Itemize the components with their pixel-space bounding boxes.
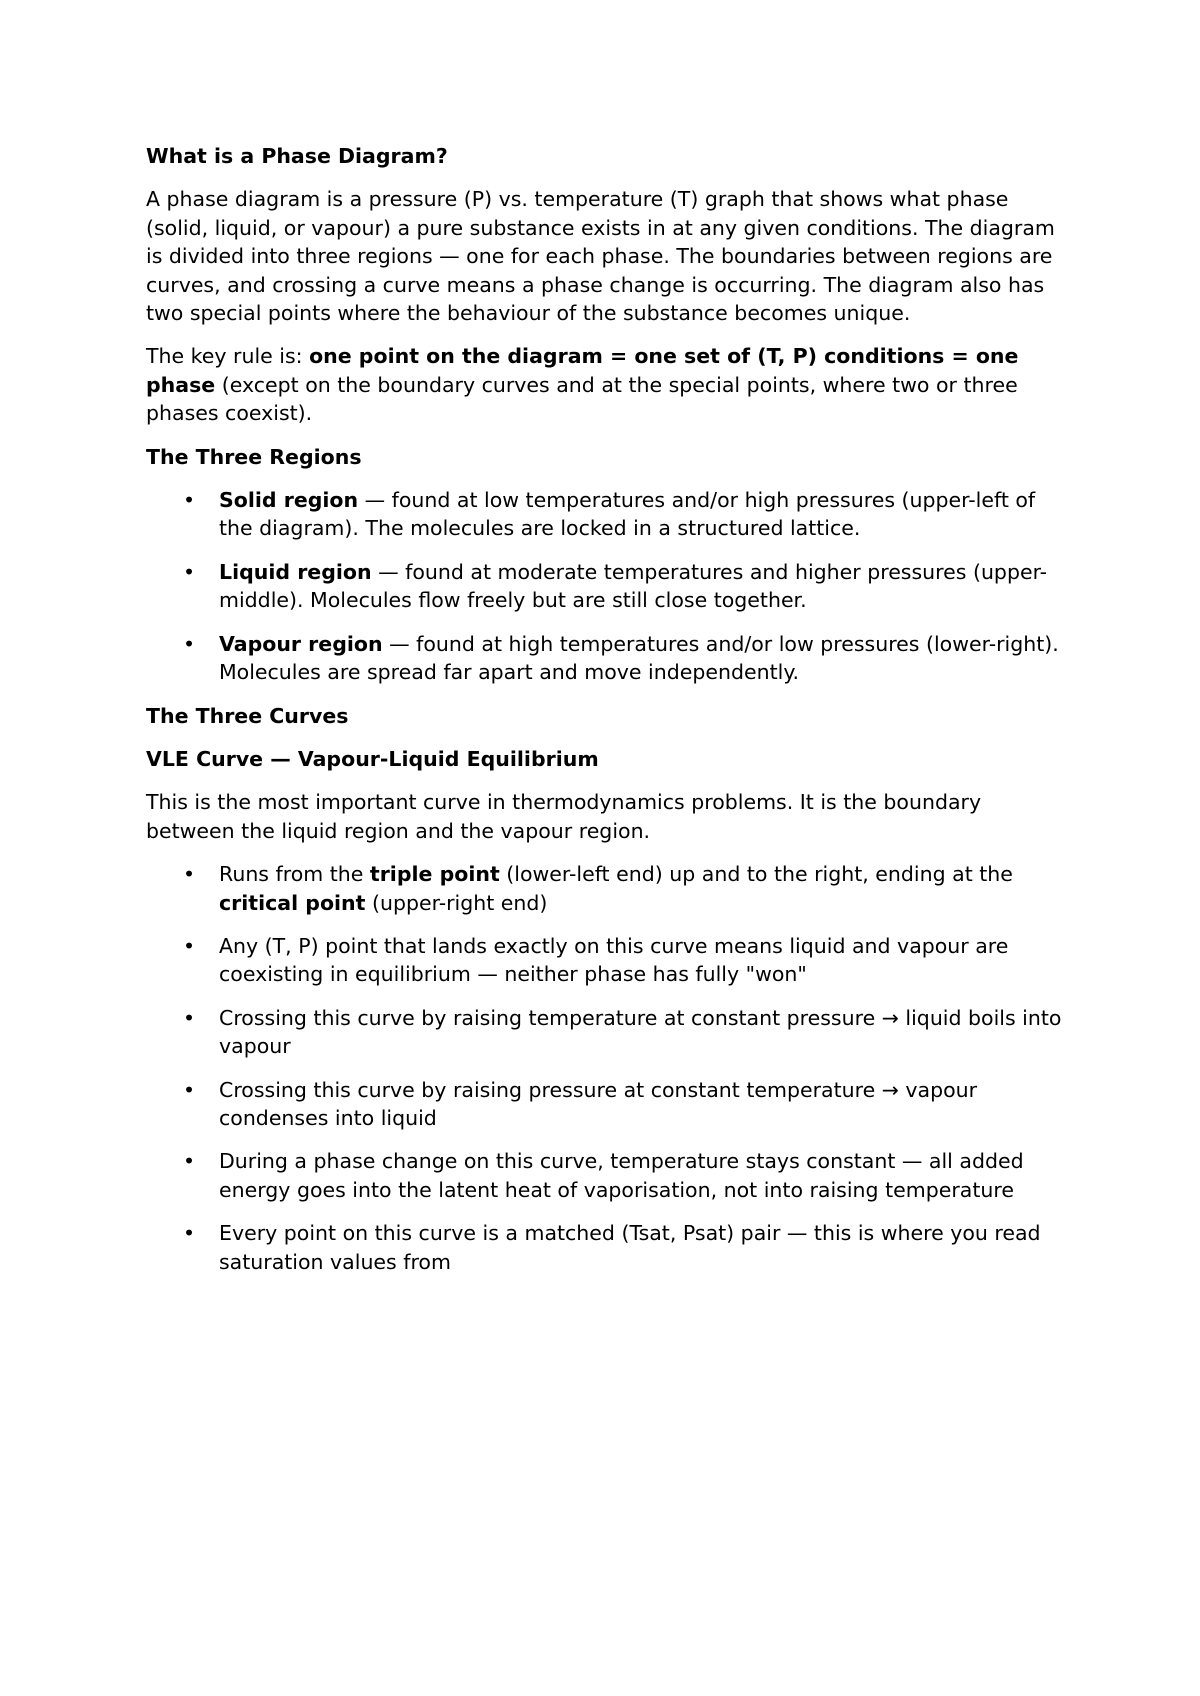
document-page	[146, 142, 1066, 1291]
list-item-text: Crossing this curve by raising temperature at constant pressure → liquid boils into vapour	[219, 1005, 1062, 1059]
key-rule-bold: one point on the diagram = one set of (T, P) conditions = one phase	[146, 344, 1019, 397]
region-name: Vapour region	[219, 631, 383, 656]
region-name: Liquid region	[219, 559, 372, 584]
key-rule-suffix: (except on the boundary curves and at the special points, where two or three phases coexist).	[146, 372, 1018, 426]
region-name: Solid region	[219, 488, 359, 513]
bullet-icon: •	[183, 933, 196, 958]
list-item	[146, 1219, 1066, 1276]
bullet-icon: •	[183, 1149, 196, 1174]
region-description: — found at high temperatures and/or low pressures (lower-right). Molecules are spread far apart and move independently.	[219, 631, 1059, 685]
list-item	[146, 932, 1066, 989]
triple-point-term: triple point	[369, 862, 500, 887]
bullet-icon: •	[183, 1221, 196, 1246]
list-item-text: Crossing this curve by raising pressure at constant temperature → vapour condenses into liquid	[219, 1077, 978, 1130]
region-description: — found at low temperatures and/or high pressures (upper-left of the diagram). The molecules are locked in a structured lattice.	[219, 488, 1036, 541]
vle-bullet1-text-a: Runs from the	[219, 862, 370, 887]
bullet-icon: •	[183, 559, 196, 584]
bullet-icon: •	[183, 862, 196, 887]
regions-list	[146, 486, 1066, 686]
bullet-icon: •	[183, 1077, 196, 1102]
list-item-text: Any (T, P) point that lands exactly on this curve means liquid and vapour are coexisting in equilibrium — neither phase has fully "won"	[219, 933, 1009, 987]
critical-point-term: critical point	[219, 890, 366, 915]
list-item	[146, 1147, 1066, 1204]
bullet-icon: •	[183, 488, 196, 513]
bullet-icon: •	[183, 631, 196, 656]
list-item	[146, 860, 1066, 917]
region-description: — found at moderate temperatures and higher pressures (upper-middle). Molecules flow freely but are still close together.	[219, 559, 1048, 613]
curves-heading: The Three Curves	[146, 703, 349, 728]
bullet-icon: •	[183, 1005, 196, 1030]
regions-heading: The Three Regions	[146, 444, 362, 469]
vle-bullet1-text-c: (lower-left end) up and to the right, ending at the	[499, 862, 1013, 887]
list-item	[146, 630, 1066, 687]
list-item	[146, 1076, 1066, 1133]
vle-heading: VLE Curve — Vapour-Liquid Equilibrium	[146, 746, 599, 771]
vle-list	[146, 860, 1066, 1276]
list-item	[146, 486, 1066, 543]
key-rule-prefix: The key rule is:	[146, 344, 310, 369]
page-title: What is a Phase Diagram?	[146, 144, 448, 168]
vle-bullet1-text-d: (upper-right end)	[365, 890, 548, 915]
key-rule-paragraph	[146, 342, 1066, 427]
vle-intro-paragraph: This is the most important curve in thermodynamics problems. It is the boundary between the liquid region and the vapour region.	[146, 790, 982, 843]
list-item	[146, 558, 1066, 615]
list-item	[146, 1004, 1066, 1061]
list-item-text: During a phase change on this curve, temperature stays constant — all added energy goes into the latent heat of vaporisation, not into raising temperature	[219, 1149, 1024, 1202]
list-item-text: Every point on this curve is a matched (Tsat, Psat) pair — this is where you read saturation values from	[219, 1221, 1041, 1274]
intro-paragraph: A phase diagram is a pressure (P) vs. temperature (T) graph that shows what phase (solid, liquid, or vapour) a pure substance exists in at any given conditions. The diagram is divided into three regions — one for each phase. The boundaries between regions are curves, and crossing a curve means a phase change is occurring. The diagram also has two special points where the behaviour of the substance becomes unique.	[146, 187, 1055, 326]
